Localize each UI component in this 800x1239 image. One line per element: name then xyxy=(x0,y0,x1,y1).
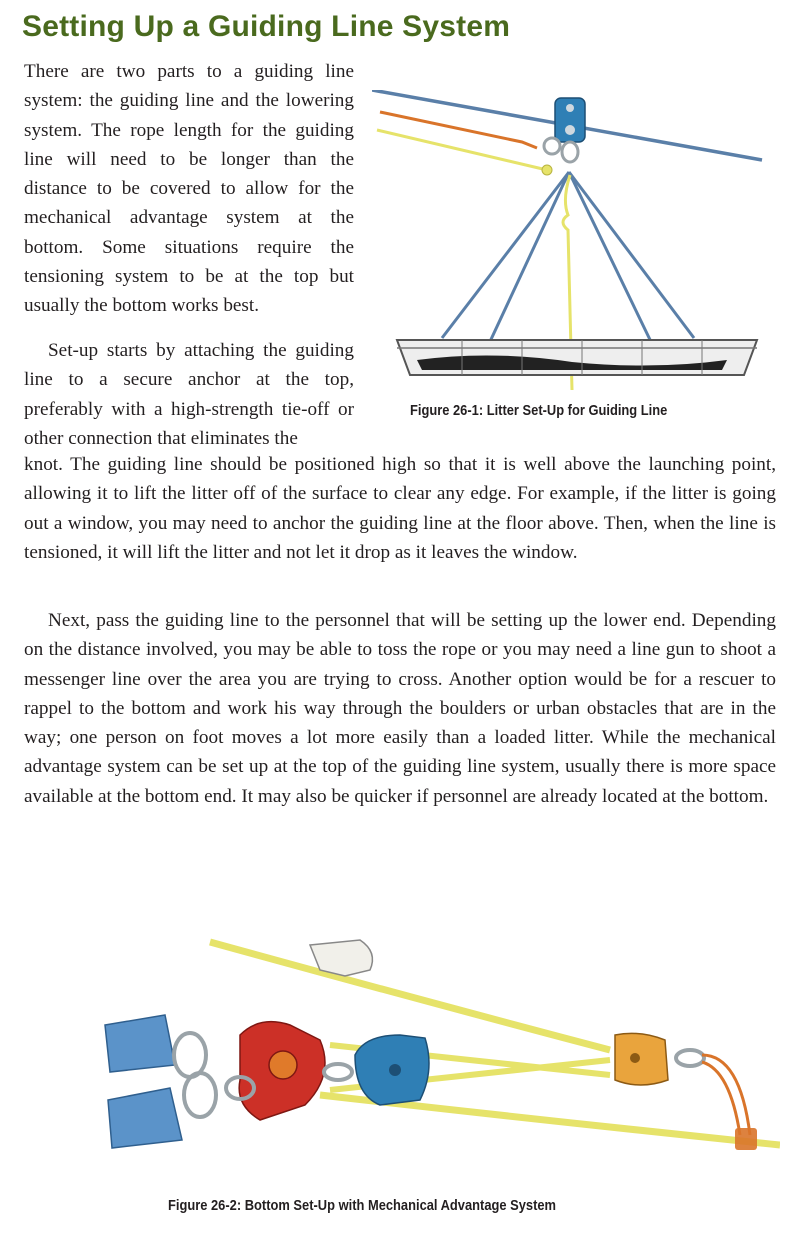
paragraph-next: Next, pass the guiding line to the personnel that will be setting up the lower end. Depending on the distance involved, you may be able to toss the rope or you may need a line gun to shoot a messenger line over the area you are trying to cross. Another option would be for a rescuer to rappel to the bottom and work his way through the boulders or urban obstacles that are in the way; one person on foot moves a lot more easily than a loaded litter. While the mechanical advantage system can be set up at the top of the guiding line system, usually there is more space available at the bottom end. It may also be quicker if personnel are already located at the bottom. xyxy=(24,610,776,807)
page-title: Setting Up a Guiding Line System xyxy=(22,10,511,43)
yellow-rope-top xyxy=(377,130,547,170)
figure-bottom-setup xyxy=(90,930,780,1180)
orange-rope xyxy=(380,112,537,148)
paragraph-intro: There are two parts to a guiding line system: the guiding line and the lowering system. The rope length for the guiding line will need to be longer than the distance to be covered to allow for the mechanical advantage system at the bottom. Some situations require the tensioning system to be at the top but usually the bottom works best. xyxy=(24,61,354,317)
figure-2-caption: Figure 26-2: Bottom Set-Up with Mechanical Advantage System xyxy=(168,1197,557,1214)
webbing-anchor-upper xyxy=(105,1015,175,1072)
orange-pulley xyxy=(615,1033,668,1085)
paragraph-setup: Set-up starts by attaching the guiding line to a secure anchor at the top, preferably with a high-strength tie-off or other connection that eliminates the xyxy=(24,340,354,449)
rope-knot xyxy=(542,165,552,175)
webbing-anchor-lower xyxy=(108,1088,182,1148)
paragraph-setup-continued: knot. The guiding line should be positioned high so that it is well above the launching point, allowing it to lift the litter off of the surface to clear any edge. For example, if the litter is going out a window, you may need to anchor the guiding line at the floor above. Then, when the line is tensioned, it will lift the litter and not let it drop as it leaves the window. xyxy=(24,454,776,563)
carabiner xyxy=(562,142,578,162)
orange-prusik xyxy=(702,1055,750,1135)
figure-litter-setup xyxy=(372,90,772,390)
figure-1-caption: Figure 26-1: Litter Set-Up for Guiding Line xyxy=(410,402,668,419)
